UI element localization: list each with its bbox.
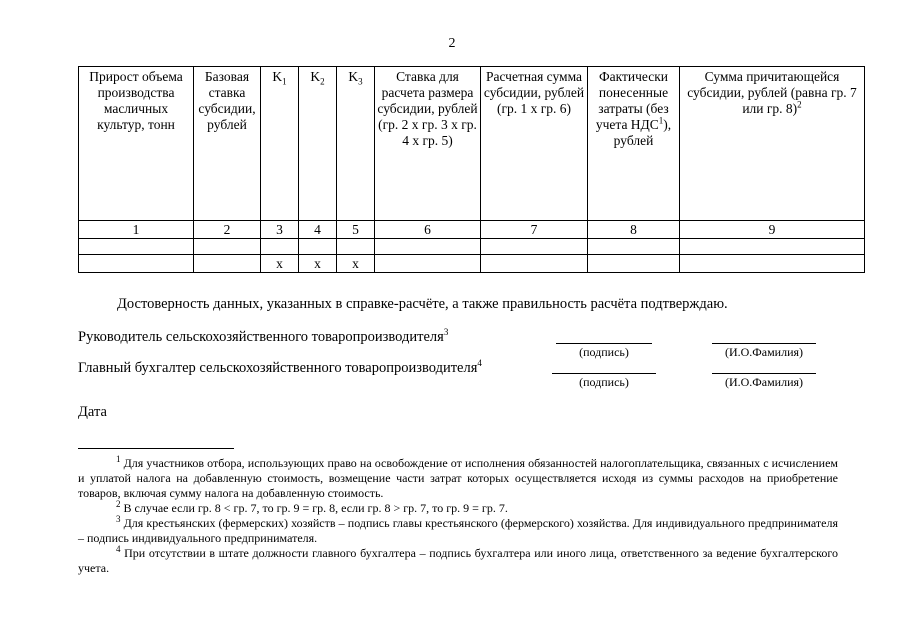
header-cell: Сумма причитающейся субсидии, рублей (равна гр. 7 или гр. 8)$^2$ <box>680 67 865 221</box>
table-row <box>79 239 865 255</box>
header-cell-k1: $K_1$ <box>261 67 299 221</box>
header-cell-k2: $K_2$ <box>299 67 337 221</box>
column-number: 2 <box>194 221 261 239</box>
column-number-row <box>79 221 865 239</box>
signature-caption: (подпись) <box>579 345 629 359</box>
column-number: 1 <box>79 221 194 239</box>
footnote: $^4$ При отсутствии в штате должности главного бухгалтера – подпись бухгалтера или иного лица, ответственного за ведение бухгалтерского учета. <box>78 544 838 575</box>
table-header-row <box>79 67 865 221</box>
column-number: 8 <box>588 221 680 239</box>
signature-caption: (подпись) <box>579 375 629 389</box>
table-row <box>79 255 865 273</box>
calculation-table <box>78 66 865 273</box>
column-number: 3 <box>261 221 299 239</box>
footnote: $^1$ Для участников отбора, использующих право на освобождение от исполнения обязанностей налогоплательщика, связанных с исчислением и уплатой налога на добавленную стоимость, возмещение части затрат которых осуществляется исходя из суммы расходов на приобретение товаров, включая сумму налога на добавленную стоимость. <box>78 454 838 500</box>
footnote-divider <box>78 448 234 449</box>
name-caption: (И.О.Фамилия) <box>724 375 804 389</box>
header-cell: Базовая ставка субсидии, рублей <box>194 67 261 221</box>
name-line <box>712 343 816 344</box>
signature-line <box>556 343 652 344</box>
x-mark: x <box>261 255 299 273</box>
footnote: $^2$ В случае если гр. 8 < гр. 7, то гр. 9 = гр. 8, если гр. 8 > гр. 7, то гр. 9 = гр. 7. <box>116 499 508 515</box>
column-number: 7 <box>481 221 588 239</box>
header-cell-k3: $K_3$ <box>337 67 375 221</box>
footnote: $^3$ Для крестьянских (фермерских) хозяйств – подпись главы крестьянского (фермерского) хозяйства. Для индивидуального предпринимателя – подпись индивидуального предпринимателя. <box>78 514 839 545</box>
x-mark: x <box>299 255 337 273</box>
column-number: 5 <box>337 221 375 239</box>
column-number: 9 <box>680 221 865 239</box>
signature-label-head: Руководитель сельскохозяйственного товаропроизводителя$^3$ <box>78 327 449 345</box>
footnote-ref: 2 <box>797 99 802 110</box>
column-number: 4 <box>299 221 337 239</box>
footnotes <box>78 456 838 576</box>
name-line <box>712 373 816 374</box>
footnote-ref: 3 <box>443 327 449 338</box>
header-cell: Прирост объема производства масличных культур, тонн <box>79 67 194 221</box>
confirmation-text: Достоверность данных, указанных в справке-расчёте, а также правильность расчёта подтверждаю. <box>117 296 728 312</box>
signature-label-accountant: Главный бухгалтер сельскохозяйственного товаропроизводителя$^4$ <box>78 358 482 376</box>
header-cell: Фактически понесенные затраты (без учета НДС$^1$), рублей <box>588 67 680 221</box>
header-cell: Расчетная сумма субсидии, рублей (гр. 1 x гр. 6) <box>481 67 588 221</box>
signature-line <box>552 373 656 374</box>
name-caption: (И.О.Фамилия) <box>724 345 804 359</box>
date-label: Дата <box>78 404 107 420</box>
x-mark: x <box>337 255 375 273</box>
footnote-ref: 4 <box>477 358 482 369</box>
header-cell: Ставка для расчета размера субсидии, рублей (гр. 2 x гр. 3 x гр. 4 x гр. 5) <box>375 67 481 221</box>
footnote-ref: 1 <box>658 115 664 126</box>
column-number: 6 <box>375 221 481 239</box>
page-number: 2 <box>448 36 456 51</box>
